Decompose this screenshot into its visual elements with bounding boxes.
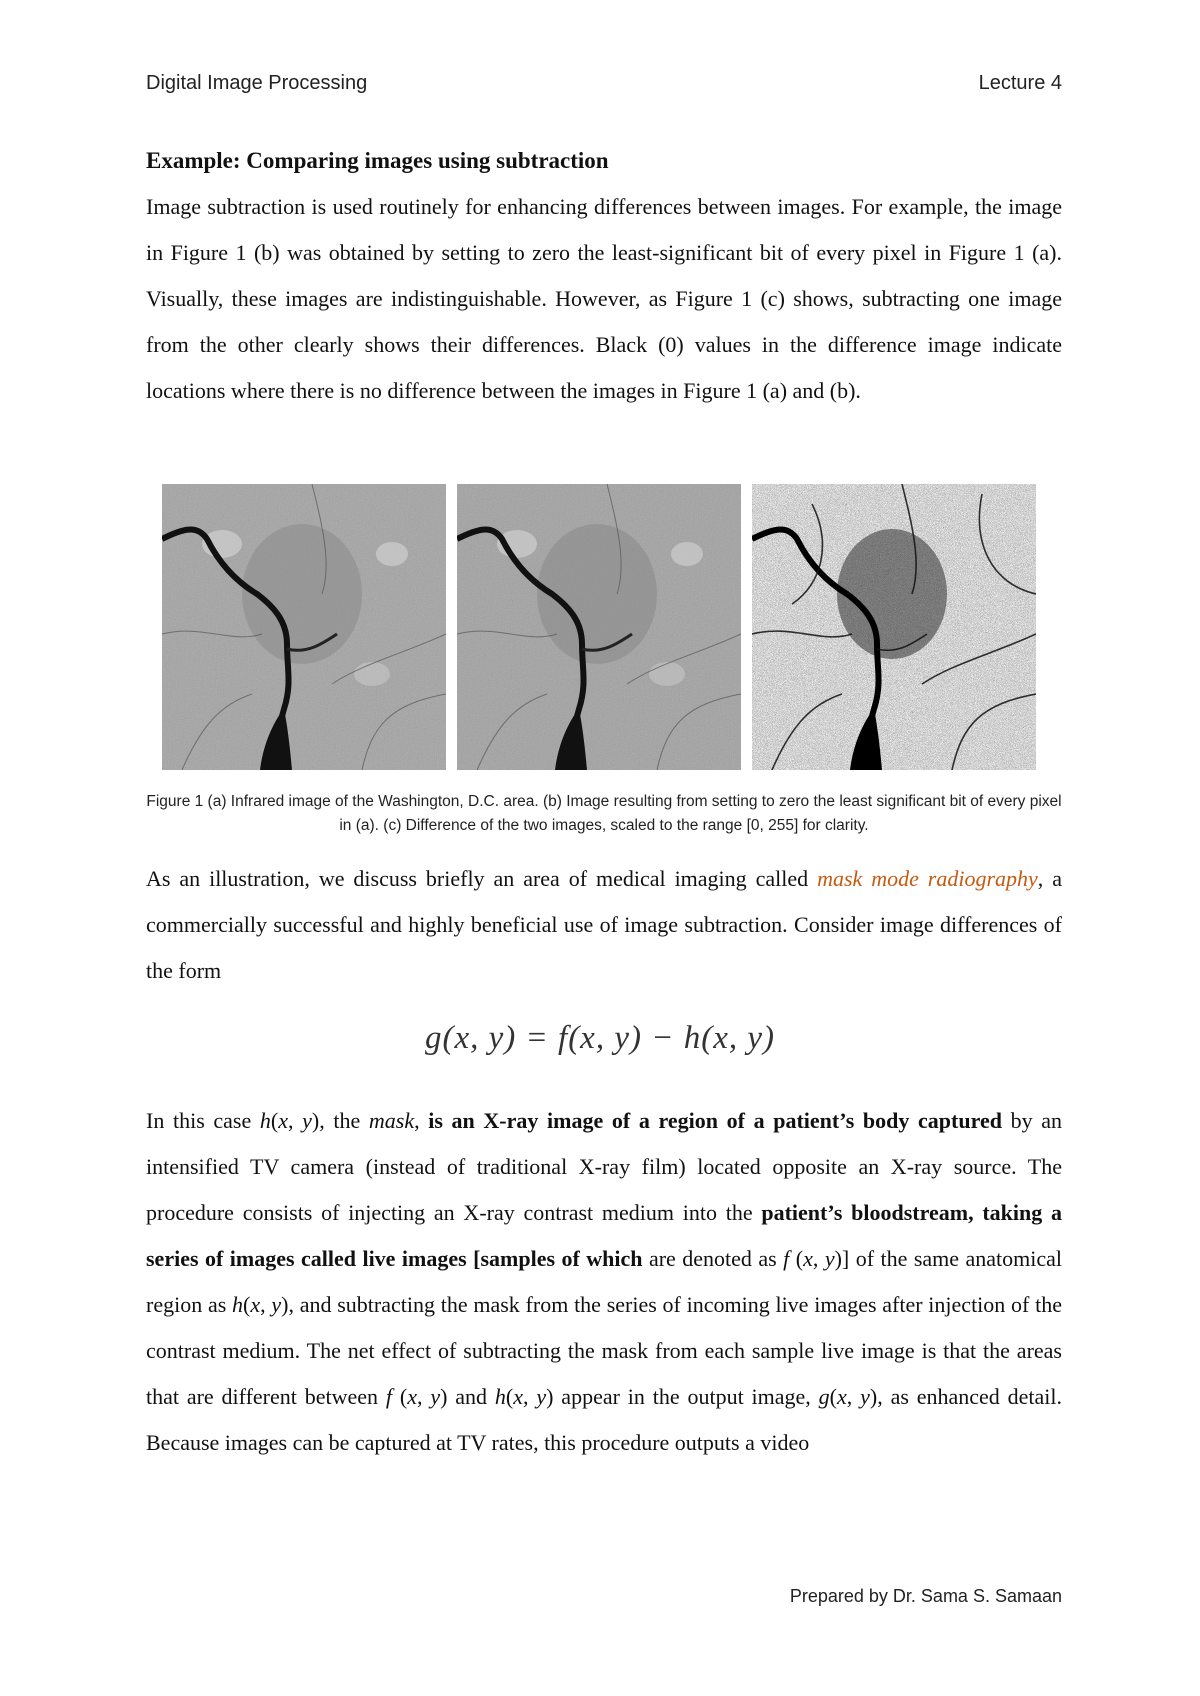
p3-var: f — [783, 1246, 790, 1271]
paragraph-3 — [146, 1098, 1062, 1466]
p3-segment: , — [416, 1384, 431, 1409]
p3-segment: )] of the same anatomical region as — [146, 1246, 1063, 1317]
p3-segment: ) and — [440, 1384, 495, 1409]
p3-segment: ) appear in the output image, — [546, 1384, 819, 1409]
p3-var: y — [271, 1292, 282, 1317]
figure-1-caption: Figure 1 (a) Infrared image of the Washington, D.C. area. (b) Image resulting from setting to zero the least significant bit of every pixel in (a). (c) Difference of the two images, scaled to the range [0, 255] for clarity. — [146, 793, 1062, 834]
p3-segment: ), and subtracting the mask from the series of incoming live images after injection of the contrast medium. The net effect of subtracting the mask from each sample live image is that the areas that are different between — [146, 1292, 1062, 1409]
p3-var: x — [513, 1384, 523, 1409]
page-footer: Prepared by Dr. Sama S. Samaan — [789, 1586, 1062, 1606]
paragraph-2 — [146, 856, 1062, 994]
p3-var: x — [407, 1384, 417, 1409]
paragraph-1: Image subtraction is used routinely for enhancing differences between images. For example, the image in Figure 1 (b) was obtained by setting to zero the least-significant bit of every pixel in Figure 1 (a). Visually, these images are indistinguishable. However, as Figure 1 (c) shows, subtracting one image from the other clearly shows their differences. Black (0) values in the difference image indicate locations where there is no difference between the images in Figure 1 (a) and (b). — [146, 194, 1062, 403]
running-header-title: Digital Image Processing — [146, 72, 368, 94]
p3-segment: by an intensified TV camera (instead of traditional X-ray film) located opposite an X-ray source. The procedure consists of injecting an X-ray contrast medium into the — [146, 1108, 1063, 1225]
section-title: Example: Comparing images using subtraction — [146, 148, 609, 173]
p3-var: h — [259, 1108, 271, 1133]
p3-var: f — [385, 1384, 393, 1409]
p3-var: y — [430, 1384, 441, 1409]
p3-var: x — [278, 1108, 288, 1133]
p3-segment: ( — [270, 1108, 279, 1133]
p3-segment: ( — [789, 1246, 804, 1271]
p3-var: y — [302, 1108, 312, 1133]
p3-bold-segment: is an X-ray image of a region of a patient’s body captured — [428, 1108, 1002, 1133]
p3-segment: , — [260, 1292, 272, 1317]
p3-segment: ( — [505, 1384, 514, 1409]
p3-var: x — [803, 1246, 813, 1271]
equation-difference: g(x, y) = f(x, y) − h(x, y) — [424, 1020, 776, 1056]
p3-var: y — [824, 1246, 835, 1271]
figure-1 — [162, 484, 1046, 770]
p3-segment: In this case — [146, 1108, 260, 1133]
p3-segment: , — [812, 1246, 825, 1271]
p3-var: h — [494, 1384, 506, 1409]
figure-1a-image — [162, 484, 446, 770]
p3-var: y — [860, 1384, 870, 1409]
p3-var: y — [536, 1384, 547, 1409]
p3-bold-segment: patient’s bloodstream, taking a series of images called live images [samples of which — [146, 1200, 1062, 1271]
figure-1b-image — [457, 484, 741, 770]
p3-segment: , — [287, 1108, 303, 1133]
p3-segment: , — [846, 1384, 861, 1409]
p3-var: h — [232, 1292, 244, 1317]
p3-segment: , — [414, 1108, 429, 1133]
p3-segment: ), the — [311, 1108, 369, 1133]
p3-var: g — [818, 1384, 830, 1409]
p3-term-mask: mask — [368, 1108, 415, 1133]
term-mask-mode-radiography: mask mode radiography — [817, 866, 1038, 891]
p3-var: x — [250, 1292, 261, 1317]
running-header-lecture: Lecture 4 — [978, 72, 1062, 94]
p3-var: x — [837, 1384, 847, 1409]
figure-1c-image — [752, 484, 1036, 770]
p3-segment: , — [523, 1384, 537, 1409]
paragraph-2-text-before: As an illustration, we discuss briefly an area of medical imaging called — [146, 866, 818, 891]
p3-segment: ( — [829, 1384, 837, 1409]
p3-segment: ( — [392, 1384, 408, 1409]
p3-segment: ), as enhanced detail. Because images can be captured at TV rates, this procedure outputs a video — [146, 1384, 1063, 1455]
p3-segment: ( — [243, 1292, 251, 1317]
p3-segment: are denoted as — [642, 1246, 784, 1271]
paragraph-2-text-after: , a commercially successful and highly beneficial use of image subtraction. Consider image differences of the form — [146, 866, 1062, 983]
